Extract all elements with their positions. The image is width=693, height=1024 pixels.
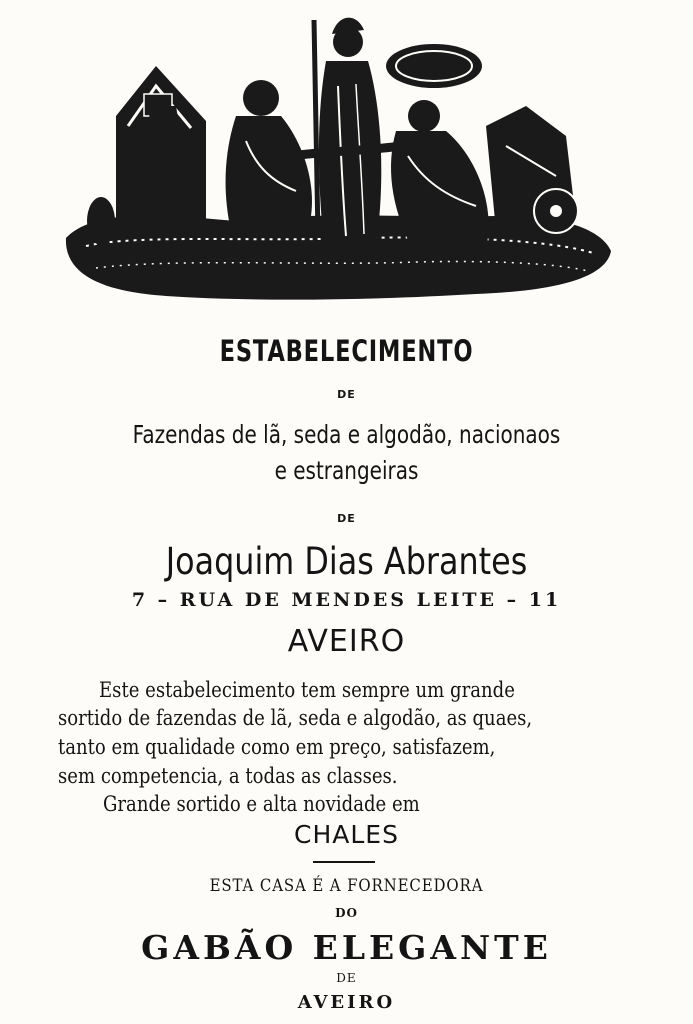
supplier-line: ESTA CASA É A FORNECEDORA [209,876,484,896]
engraving-figure-right-head [408,100,440,132]
body-line-1: Este estabelecimento tem sempre um grande [99,678,515,702]
do-connector: DO [335,906,358,920]
body-line-3: tanto em qualidade como em preço, satisfazem, [58,735,496,759]
engraving-vase-left [146,106,181,136]
de-connector-1: DE [337,388,356,401]
body-line-4: sem competencia, a todas as classes. [58,764,398,788]
engraving-spear [314,20,318,236]
brand-name: GABÃO ELEGANTE [141,928,552,967]
establishment-title: ESTABELECIMENTO [219,334,474,368]
goods-line-2: e estrangeiras [274,456,419,485]
street-address: 7 – RUA DE MENDES LEITE – 11 [131,589,562,611]
de-connector-2: DE [337,512,356,525]
shawls-heading: CHALES [294,820,399,849]
de-connector-3: DE [336,971,357,985]
body-line-5: Grande sortido e alta novidade em [103,792,420,816]
engraving-house [116,66,206,221]
goods-line-1: Fazendas de lã, seda e algodão, nacionaos [132,420,561,449]
owner-name: Joaquim Dias Abrantes [165,540,528,583]
body-line-2: sortido de fazendas de lã, seda e algodão, as quaes, [58,706,533,730]
city-name: AVEIRO [287,624,406,659]
engraving-figure-left-head [243,80,279,116]
engraving-illustration [56,6,616,306]
divider-rule [313,861,375,863]
city-name-footer: AVEIRO [297,992,396,1013]
